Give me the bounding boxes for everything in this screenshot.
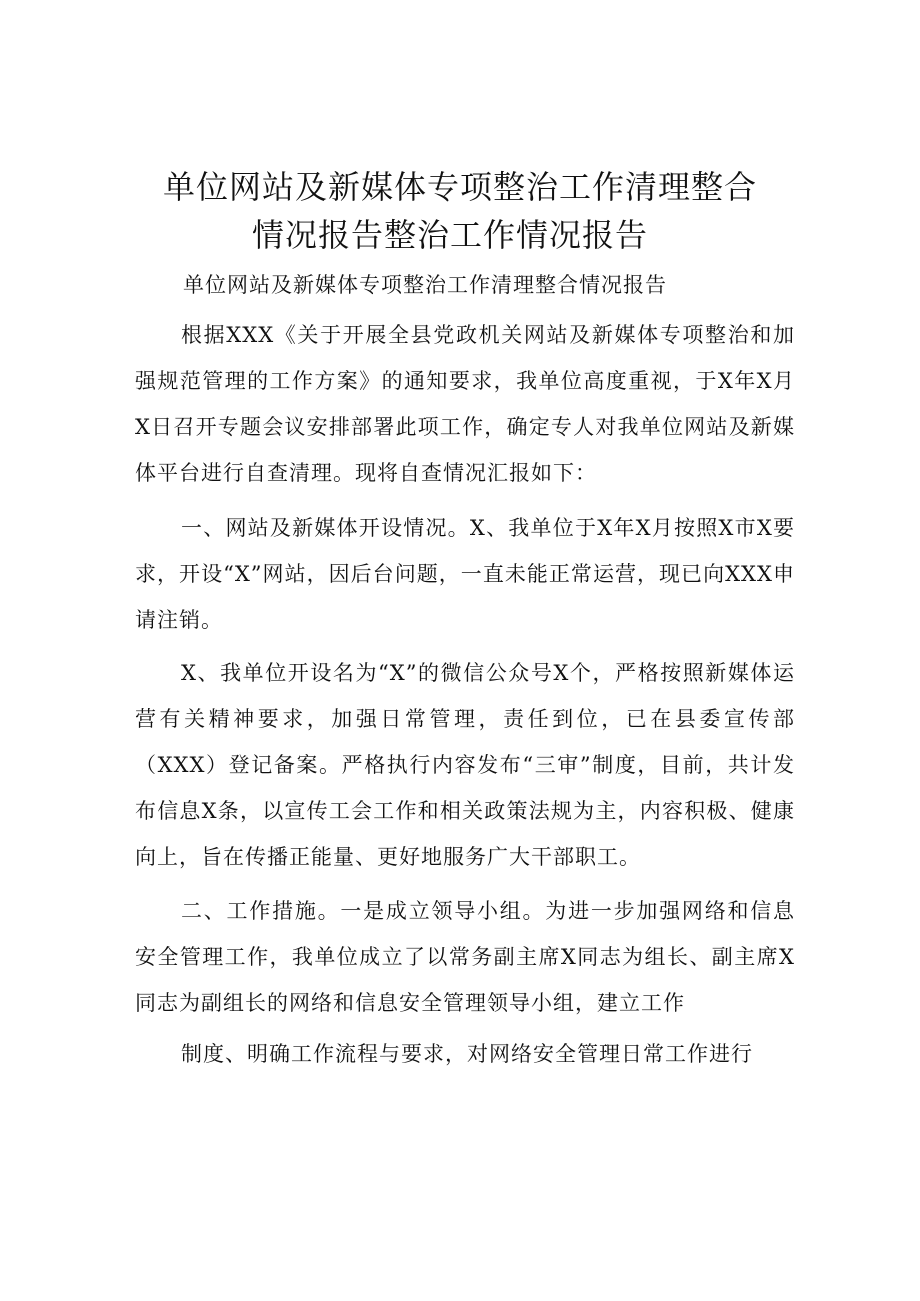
paragraph-continuation: 制度、明确工作流程与要求，对网络安全管理日常工作进行: [181, 1042, 753, 1066]
document-title-line-2: 情况报告整治工作情况报告: [251, 216, 648, 254]
paragraph-website-setup: 一、网站及新媒体开设情况。X、我单位于X年X月按照X市X要求，开设“X”网站，因后台问题，一直未能正常运营，现已向XXX申请注销。: [135, 516, 795, 632]
document-subtitle: 单位网站及新媒体专项整治工作清理整合情况报告: [183, 273, 667, 297]
paragraph-intro: 根据XXX《关于开展全县党政机关网站及新媒体专项整治和加强规范管理的工作方案》的通知要求，我单位高度重视，于X年X月X日召开专题会议安排部署此项工作，确定专人对我单位网站及新媒体平台进行自查清理。现将自查情况汇报如下：: [135, 323, 795, 485]
document-title-line-1: 单位网站及新媒体专项整治工作清理整合: [162, 168, 757, 206]
paragraph-work-measures: 二、工作措施。一是成立领导小组。为进一步加强网络和信息安全管理工作，我单位成立了以常务副主席X同志为组长、副主席X同志为副组长的网络和信息安全管理领导小组，建立工作: [135, 899, 795, 1015]
paragraph-wechat-account: X、我单位开设名为“X”的微信公众号X个，严格按照新媒体运营有关精神要求，加强日常管理，责任到位，已在县委宣传部（XXX）登记备案。严格执行内容发布“三审”制度，目前，共计发布信息X条，以宣传工会工作和相关政策法规为主，内容积极、健康向上，旨在传播正能量、更好地服务广大干部职工。: [135, 661, 795, 869]
